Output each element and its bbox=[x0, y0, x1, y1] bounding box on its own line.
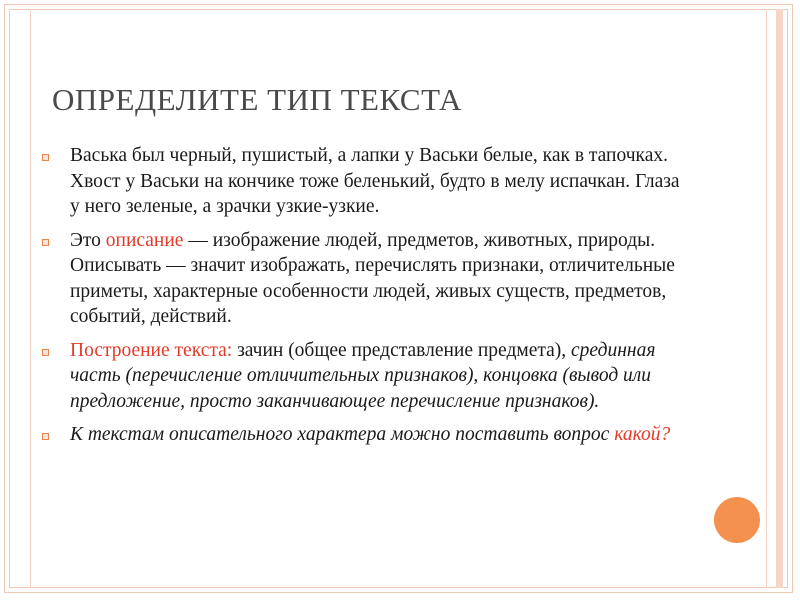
question-text: К текстам описательного характера можно поставить вопрос bbox=[70, 424, 615, 445]
square-bullet-icon bbox=[42, 154, 49, 161]
right-decor-band bbox=[776, 9, 783, 588]
frame-rule-right bbox=[766, 9, 767, 588]
list-item bbox=[42, 143, 682, 220]
list-item bbox=[42, 338, 682, 415]
square-bullet-icon bbox=[42, 433, 49, 440]
example-text: Васька был черный, пушистый, а лапки у Васьки белые, как в тапочках. Хвост у Васьки на кончике тоже беленький, будто в мелу испачкан. Глаза у него зеленые, а зрачки узкие-узкие. bbox=[70, 145, 680, 217]
term-kakoy: какой? bbox=[614, 424, 671, 445]
term-opisanie: описание bbox=[105, 229, 184, 251]
content-list bbox=[42, 143, 682, 456]
slide-title: ОПРЕДЕЛИТЕ ТИП ТЕКСТА bbox=[52, 82, 462, 117]
structure-italic: срединная часть (перечисление отличительных признаков), концовка (вывод или предложение, просто заканчивающее перечисление признаков). bbox=[70, 339, 656, 412]
definition-text: — изображение людей, предметов, животных, природы. Описывать — значит изображать, перечислять признаки, отличительные приметы, характерные особенности людей, живых существ, предметов, событий, действий. bbox=[70, 229, 675, 327]
square-bullet-icon bbox=[42, 239, 49, 246]
definition-lead: Это bbox=[70, 229, 106, 251]
list-item bbox=[42, 422, 682, 448]
term-structure: Построение текста: bbox=[70, 339, 233, 361]
list-item bbox=[42, 228, 682, 330]
square-bullet-icon bbox=[42, 349, 49, 356]
structure-plain: зачин (общее представление предмета), bbox=[232, 339, 572, 361]
decor-circle bbox=[714, 497, 760, 543]
frame-rule-left bbox=[30, 10, 31, 588]
